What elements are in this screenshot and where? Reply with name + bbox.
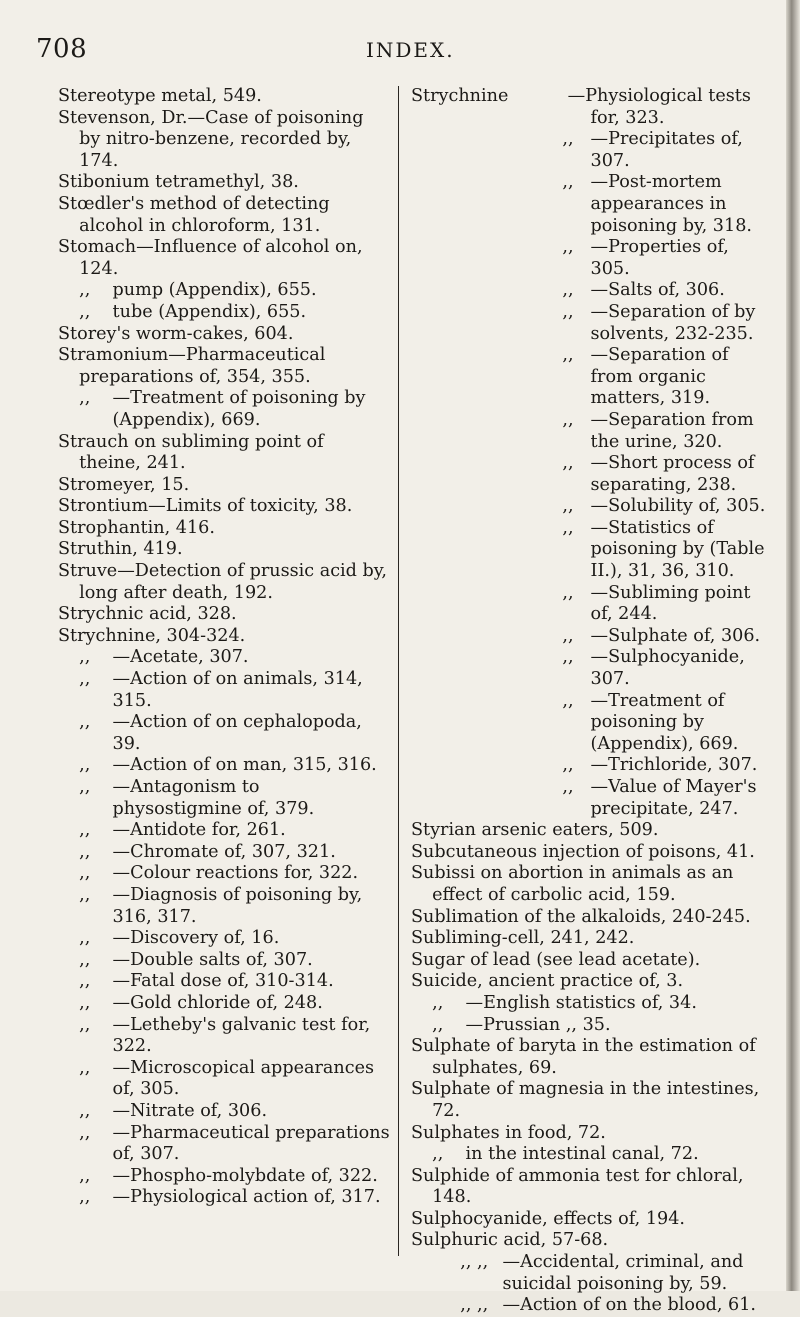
entry-text: Sulphates in food, 72. <box>411 1122 606 1143</box>
ditto-mark: ,, <box>432 1014 444 1035</box>
index-entry <box>58 604 390 626</box>
index-entry <box>411 496 769 518</box>
entry-text: Stœdler's method of detecting alcohol in chloroform, 131. <box>58 193 330 236</box>
ditto-mark: ,, <box>79 1014 91 1035</box>
index-entry <box>58 194 390 237</box>
index-column-right <box>411 86 769 1317</box>
entry-text: Struve—Detection of prussic acid by, long after death, 192. <box>58 561 387 603</box>
index-entry <box>58 755 390 777</box>
entry-text: Sulphocyanide, effects of, 194. <box>411 1208 686 1229</box>
entry-text: Subcutaneous injection of poisons, 41. <box>411 841 755 862</box>
index-entry <box>58 669 390 712</box>
entry-text: —Separation of by solvents, 232-235. <box>590 301 756 344</box>
index-entry <box>411 453 769 496</box>
index-entry <box>411 129 769 172</box>
entry-text: Strychnic acid, 328. <box>58 604 237 625</box>
entry-text: tube (Appendix), 655. <box>112 301 307 322</box>
index-entry <box>411 1123 769 1145</box>
index-entry <box>58 345 390 388</box>
entry-text: —Separation from the urine, 320. <box>590 409 754 452</box>
entry-text: in the intestinal canal, 72. <box>465 1144 699 1165</box>
entry-text: —Fatal dose of, 310-314. <box>112 971 334 992</box>
ditto-mark: ,, <box>79 1187 91 1208</box>
entry-text: —Chromate of, 307, 321. <box>112 841 336 862</box>
entry-text: —Solubility of, 305. <box>590 496 766 517</box>
entry-text: Stomach—Influence of alcohol on, 124. <box>58 237 363 279</box>
index-entry <box>411 583 769 626</box>
index-entry <box>58 475 390 497</box>
index-entry <box>58 712 390 755</box>
ditto-mark: ,, <box>562 496 574 517</box>
ditto-mark: ,, <box>562 129 574 150</box>
index-entry <box>411 410 769 453</box>
ditto-mark: ,, <box>79 971 91 992</box>
entry-text: —Microscopical appearances of, 305. <box>112 1057 375 1100</box>
ditto-mark: ,, <box>79 280 91 301</box>
ditto-mark: ,, <box>79 992 91 1013</box>
entry-text: —Antagonism to physostigmine of, 379. <box>112 777 315 819</box>
entry-text: —Action of on man, 315, 316. <box>112 755 377 776</box>
ditto-mark: ,, <box>79 820 91 841</box>
index-entry <box>411 950 769 972</box>
ditto-mark: ,, <box>562 172 574 193</box>
entry-text: —Action of on cephalopoda, 39. <box>112 712 362 754</box>
ditto-mark: ,, ,, <box>460 1252 489 1273</box>
entry-text: —Nitrate of, 306. <box>112 1100 268 1121</box>
index-entry <box>58 971 390 993</box>
index-entry <box>58 496 390 518</box>
index-entry <box>411 928 769 950</box>
index-entry <box>58 1166 390 1188</box>
ditto-mark: ,, <box>79 949 91 970</box>
index-entry <box>411 1036 769 1079</box>
ditto-mark: ,, <box>79 841 91 862</box>
index-entry <box>58 863 390 885</box>
index-entry <box>411 237 769 280</box>
index-entry <box>411 691 769 756</box>
entry-text: Strontium—Limits of toxicity, 38. <box>58 496 353 517</box>
ditto-mark: ,, <box>562 647 574 668</box>
ditto-mark: ,, <box>562 517 574 538</box>
entry-text: —Action of on animals, 314, 315. <box>112 669 363 711</box>
index-entry <box>58 518 390 540</box>
entry-text: —Post-mortem appearances in poisoning by, 318. <box>590 172 752 236</box>
entry-text: Sublimation of the alkaloids, 240-245. <box>411 906 751 927</box>
entry-text: —Action of on the blood, 61. <box>502 1295 757 1316</box>
index-entry <box>58 280 390 302</box>
index-entry <box>58 928 390 950</box>
index-entry <box>58 1123 390 1166</box>
index-entry <box>58 432 390 475</box>
entry-text: Sugar of lead (see lead acetate). <box>411 949 701 970</box>
ditto-mark: ,, <box>79 1122 91 1143</box>
entry-text: pump (Appendix), 655. <box>112 280 317 301</box>
index-entry <box>58 777 390 820</box>
index-entry <box>58 1187 390 1209</box>
index-entry <box>411 1015 769 1037</box>
index-entry <box>411 172 769 237</box>
entry-text: —Colour reactions for, 322. <box>112 863 359 884</box>
index-entry <box>58 1058 390 1101</box>
index-entry <box>411 993 769 1015</box>
ditto-mark: ,, <box>562 345 574 366</box>
ditto-mark: ,, <box>432 1144 444 1165</box>
entry-text: —Value of Mayer's precipitate, 247. <box>590 777 757 819</box>
index-entry <box>58 1101 390 1123</box>
ditto-mark: ,, <box>562 280 574 301</box>
entry-text: —Salts of, 306. <box>590 280 725 301</box>
entry-text: —Discovery of, 16. <box>112 928 280 949</box>
entry-text: Struthin, 419. <box>58 539 183 560</box>
index-column-left <box>58 86 390 1209</box>
ditto-mark: ,, <box>79 647 91 668</box>
entry-text: Stevenson, Dr.—Case of poisoning by nitro-benzene, recorded by, 174. <box>58 107 364 171</box>
entry-text: —Acetate, 307. <box>112 647 249 668</box>
entry-text: Sulphate of baryta in the estimation of sulphates, 69. <box>411 1036 756 1078</box>
index-entry <box>411 1252 769 1295</box>
ditto-mark: ,, <box>79 388 91 409</box>
ditto-mark: ,, <box>562 582 574 603</box>
index-entry <box>58 108 390 173</box>
entry-text: —Double salts of, 307. <box>112 949 313 970</box>
ditto-mark: ,, <box>432 992 444 1013</box>
ditto-mark: ,, <box>562 690 574 711</box>
entry-text: —Short process of separating, 238. <box>590 453 755 495</box>
ditto-mark: ,, <box>562 237 574 258</box>
index-entry <box>411 1144 769 1166</box>
ditto-mark: ,, <box>79 928 91 949</box>
index-entry <box>58 820 390 842</box>
page-number: 708 <box>36 34 88 64</box>
ditto-mark: ,, <box>562 755 574 776</box>
index-entry <box>411 1230 769 1252</box>
index-entry <box>58 885 390 928</box>
entry-text: Subissi on abortion in animals as an effect of carbolic acid, 159. <box>411 863 734 905</box>
index-entry <box>58 388 390 431</box>
index-entry <box>411 1209 769 1231</box>
entry-text: —Treatment of poisoning by (Appendix), 669. <box>112 388 366 430</box>
entry-text: —Accidental, criminal, and suicidal poisoning by, 59. <box>502 1252 744 1294</box>
ditto-mark: ,, <box>562 777 574 797</box>
index-entry <box>58 1015 390 1058</box>
entry-text: Sulphate of magnesia in the intestines, 72. <box>411 1079 760 1121</box>
entry-text: —Pharmaceutical preparations of, 307. <box>112 1122 390 1165</box>
entry-text: Suicide, ancient practice of, 3. <box>411 971 684 992</box>
entry-text: —Treatment of poisoning by (Appendix), 669. <box>590 690 739 754</box>
column-divider <box>398 86 399 1256</box>
entry-text: —Properties of, 305. <box>590 237 729 279</box>
index-entry <box>411 302 769 345</box>
index-entry <box>58 626 390 648</box>
entry-heading: Strychnine <box>411 86 509 106</box>
entry-text: —Physiological tests for, 323. <box>567 86 751 128</box>
entry-text: Sulphide of ammonia test for chloral, 148. <box>411 1165 744 1208</box>
ditto-mark: ,, <box>79 1165 91 1186</box>
index-entry <box>58 302 390 324</box>
entry-text: Styrian arsenic eaters, 509. <box>411 820 659 841</box>
index-entry <box>58 86 390 108</box>
ditto-mark: ,, <box>562 409 574 430</box>
entry-text: Strychnine, 304-324. <box>58 625 246 646</box>
index-entry <box>411 345 769 410</box>
entry-text: Strauch on subliming point of theine, 241. <box>58 431 324 474</box>
index-entry <box>58 539 390 561</box>
entry-text: —Sulphocyanide, 307. <box>590 647 745 690</box>
index-entry <box>58 324 390 346</box>
ditto-mark: ,, <box>562 301 574 322</box>
ditto-mark: ,, <box>79 777 91 797</box>
index-entry <box>411 1166 769 1209</box>
ditto-mark: ,, ,, <box>460 1295 489 1316</box>
entry-text: Stereotype metal, 549. <box>58 86 262 106</box>
entry-text: —Trichloride, 307. <box>590 755 758 776</box>
index-entry <box>411 518 769 583</box>
index-entry <box>411 971 769 993</box>
page-edge <box>786 0 800 1291</box>
index-entry <box>411 626 769 648</box>
index-entry <box>58 561 390 604</box>
entry-text: —English statistics of, 34. <box>465 992 697 1013</box>
ditto-mark: ,, <box>562 453 574 474</box>
entry-text: Stromeyer, 15. <box>58 474 190 495</box>
index-entry <box>411 1295 769 1317</box>
entry-text: Subliming-cell, 241, 242. <box>411 928 635 949</box>
entry-text: Storey's worm-cakes, 604. <box>58 323 294 344</box>
ditto-mark: ,, <box>79 301 91 322</box>
ditto-mark: ,, <box>562 625 574 646</box>
entry-text: Stibonium tetramethyl, 38. <box>58 172 299 193</box>
index-entry <box>58 993 390 1015</box>
entry-text: Sulphuric acid, 57-68. <box>411 1230 609 1251</box>
entry-text: —Letheby's galvanic test for, 322. <box>112 1014 371 1057</box>
index-entry <box>58 172 390 194</box>
entry-text: —Physiological action of, 317. <box>112 1187 381 1208</box>
entry-text: —Separation of from organic matters, 319. <box>590 345 729 409</box>
index-entry <box>411 777 769 820</box>
index-entry <box>411 820 769 842</box>
index-entry <box>411 647 769 690</box>
ditto-mark: ,, <box>79 1057 91 1078</box>
entry-text: —Gold chloride of, 248. <box>112 992 323 1013</box>
entry-text: —Antidote for, 261. <box>112 820 286 841</box>
ditto-mark: ,, <box>79 1100 91 1121</box>
index-entry <box>58 950 390 972</box>
ditto-mark: ,, <box>79 712 91 733</box>
entry-text: —Sulphate of, 306. <box>590 625 761 646</box>
entry-text: —Subliming point of, 244. <box>590 582 751 625</box>
index-entry <box>411 86 769 129</box>
index-entry <box>411 863 769 906</box>
index-entry <box>58 842 390 864</box>
entry-text: —Prussian ,, 35. <box>465 1014 611 1035</box>
index-entry <box>411 755 769 777</box>
ditto-mark: ,, <box>79 863 91 884</box>
ditto-mark: ,, <box>79 669 91 690</box>
index-entry <box>411 1079 769 1122</box>
index-entry <box>411 842 769 864</box>
index-entry <box>58 237 390 280</box>
page-header <box>0 28 786 68</box>
entry-text: —Statistics of poisoning by (Table II.), 31, 36, 310. <box>590 517 765 582</box>
entry-text: —Diagnosis of poisoning by, 316, 317. <box>112 884 363 927</box>
index-entry <box>411 907 769 929</box>
entry-text: —Precipitates of, 307. <box>590 129 743 171</box>
ditto-mark: ,, <box>79 755 91 776</box>
entry-text: Stramonium—Pharmaceutical preparations of, 354, 355. <box>58 345 326 387</box>
index-entry <box>411 280 769 302</box>
index-entry <box>58 647 390 669</box>
entry-text: —Phospho-molybdate of, 322. <box>112 1165 378 1186</box>
entry-text: Strophantin, 416. <box>58 517 215 538</box>
ditto-mark: ,, <box>79 884 91 905</box>
running-head: INDEX. <box>366 38 455 62</box>
